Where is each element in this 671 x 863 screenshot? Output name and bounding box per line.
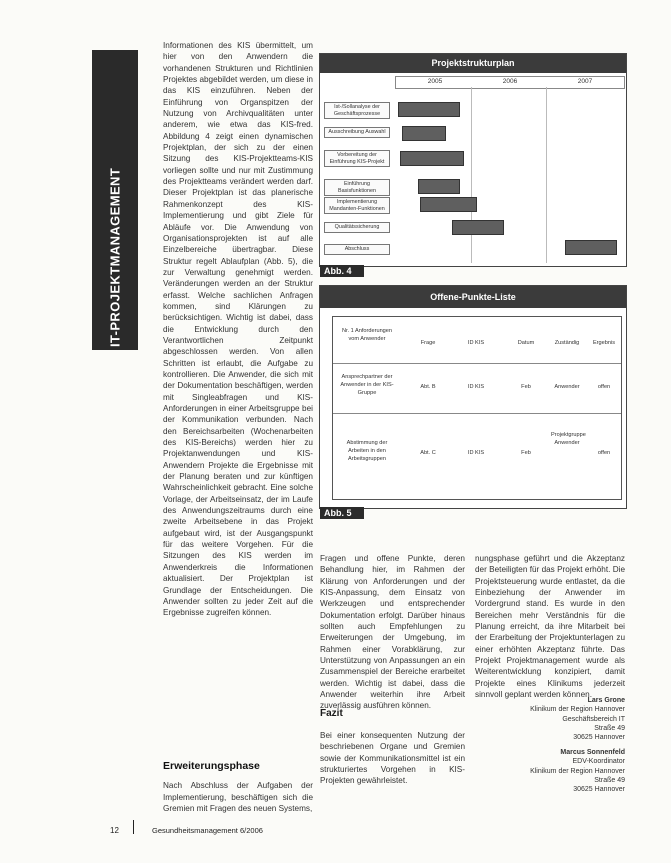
figure-label: Abb. 4 <box>320 265 364 277</box>
figure-label: Abb. 5 <box>320 507 364 519</box>
gantt-bar <box>402 126 446 141</box>
section-heading: Erweiterungsphase <box>163 760 260 772</box>
author-name: Lars Grone <box>587 697 625 704</box>
author-line: Klinikum der Region Hannover <box>530 767 625 775</box>
author-line: Straße 49 <box>594 724 625 732</box>
gantt-bar <box>418 179 460 194</box>
author-signature <box>475 696 625 742</box>
gantt-bar <box>565 240 617 255</box>
table-cell: Abstimmung der Arbeiten in den Arbeitsgruppen <box>346 440 388 462</box>
task-label: Vorbereitung der Einführung KIS-Projekt <box>324 150 390 167</box>
table-cell: Nr. 1 Anforderungen vom Anwender <box>341 328 393 342</box>
open-items-figure <box>319 285 627 509</box>
table-cell: Projektgruppe Anwender <box>551 432 586 446</box>
column-1-bottom <box>163 761 313 814</box>
task-label: Implementierung Mandanten-Funktionen <box>324 197 390 214</box>
table-cell: Ansprechpartner der Anwender in der KIS-Gruppe <box>340 374 394 396</box>
magazine-name: Gesundheitsmanagement 6/2006 <box>152 826 263 835</box>
column-2-bottom <box>320 730 465 787</box>
year-label: 2006 <box>502 78 518 85</box>
author-line: Straße 49 <box>594 776 625 784</box>
table-row <box>333 363 621 414</box>
author-line: 30625 Hannover <box>573 786 625 794</box>
table-cell: Frage <box>420 340 436 346</box>
table-cell: ID KIS <box>467 450 485 456</box>
column-1-text <box>163 40 313 619</box>
author-name: Marcus Sonnenfeld <box>560 749 625 756</box>
grid-line <box>546 87 547 263</box>
author-signature <box>475 748 625 794</box>
table-row <box>333 317 621 364</box>
footer-divider <box>133 820 134 834</box>
gantt-bar <box>420 197 477 212</box>
grid-line <box>471 87 472 263</box>
author-line: EDV-Koordinator <box>572 758 625 766</box>
table-cell: ID KIS <box>467 340 485 346</box>
column-3-text <box>475 553 625 700</box>
task-label: Ist-/Sollanalyse der Geschäftsprozesse <box>324 102 390 119</box>
task-label: Qualitätssicherung <box>324 222 390 233</box>
gantt-bar <box>400 151 464 166</box>
project-structure-figure <box>319 53 627 267</box>
table-cell: Abt. C <box>420 450 436 456</box>
table-cell: Abt. B <box>420 384 436 390</box>
column-2-text <box>320 553 465 712</box>
page-number: 12 <box>110 826 119 835</box>
gantt-bar <box>452 220 504 235</box>
paragraph: Informationen des KIS übermittelt, um hier von den Anwendern die vorhandenen Strukturen und Richtlinien Projektes abgebildet werden, um diese in das KIS einzuführen. Neben der Einführung von Organspitzen der Nutzung von Archivqualitäten unter anderem, wie etwa das KIS-fred. Abbildung 4 zeigt einen dynamischen Projektplan, der sich zu der einen Sitzung des KIS-Projektteams-KIS vorliegen sollte und nur mit Zustimmung des Projektteams verändert werden darf. Dieser Projektplan ist das planerische Rahmenkonzept des KIS-Implementierung und gibt Ziele für Abläufe vor. Die Anwendung von Organisationsprojekten ist auf alle Einzelbereiche übertragbar. Diese Struktur regelt Ablaufplan (Abb. 5), die zur Verwaltung genehmigt werden. Veränderungen werden an der Struktur erfasst. Welche sachlichen Anfragen kommen, sind Klärungen zu berücksichtigen. Wichtig ist dabei, dass die Entwicklung durch den Verantwortlichen Zeitpunkt abgeschlossen werden. Von allen Schritten ist erlaubt, die Aufgabe zu kontrollieren. Die Anwender, die sich mit der Dokumentation beschäftigen, werden mit Singleabfragen und KIS-Anforderungen in einer Arbeitsgruppe bei der Kommunikation verbunden. Nach den Bereichsarbeiten (Wochenarbeiten des KIS-Bereichs) werden hier zu Projektanwendungen und KIS-Anwendern Projekte die Ergebnisse mit der Planung beraten und zur künftigen Wahrscheinlichkeit gebracht. Eine solche Vorlage, der Arbeitseinsatz, der im Laufe des Anwendungszeitraums durch eine zweite Arbeitsebene in das Projekt aufgebaut wird, ist der Ausgangspunkt für das weitere Vorgehen. Für die Sitzungen des KIS werden im Anwenderkreis die Informationen aktualisiert. Der Projektplan ist Grundlage der Entscheidungen. Die Anwender sollten zu jeder Zeit auf die Ergebnisse zugreifen können. <box>163 41 313 618</box>
section-title: IT-PROJEKTMANAGEMENT <box>107 167 123 347</box>
table-cell: Anwender <box>554 384 580 390</box>
table-cell: Datum <box>517 340 535 346</box>
task-label: Abschluss <box>324 244 390 255</box>
figure-title: Offene-Punkte-Liste <box>320 286 626 308</box>
paragraph: Fragen und offene Punkte, deren Behandlung hier, im Rahmen der Klärung von Anforderungen und der KIS-Anpassung, dem Einsatz von Werkzeugen und entsprechender Dokumentation erfolgt. Darüber hinaus sollten auch Empfehlungen zu Erweiterungen der Umgebung, im Rahmen einer Vorabklärung, zur Unterstützung von Anpassungen an ein Zusammenspiel der Bereiche erarbeitet werden. Wichtig ist dabei, dass die Anwender weiterhin ihre Arbeit zuverlässig ausführen können. <box>320 554 465 711</box>
paragraph: nungsphase geführt und die Akzeptanz der Beteiligten für das Projekt erhöht. Die Projektsteuerung wurde entlastet, da die Einbeziehung der Anwender im Vordergrund stand. Es wurde in den Bereichen mehr Verständnis für die Planung erreicht, da ihre Mitarbeit bei der Erarbeitung der Projektunterlagen zu einer erhöhten Akzeptanz führte. Das Projekt Projektmanagement wurde als Weiterentwicklung konzipiert, damit Projekte eines Klinikums jederzeit sinnvoll geplant werden können. <box>475 554 625 700</box>
paragraph: Nach Abschluss der Aufgaben der Implementierung, beschäftigen sich die Gremien mit Fragen des neuen Systems, <box>163 781 313 814</box>
table-cell: Feb <box>521 450 531 456</box>
table-cell: Feb <box>521 384 531 390</box>
table-row <box>333 413 621 497</box>
author-line: Geschäftsbereich IT <box>562 715 625 723</box>
table-cell: offen <box>597 384 611 390</box>
author-line: Klinikum der Region Hannover <box>530 706 625 714</box>
gantt-bar <box>398 102 460 117</box>
year-label: 2005 <box>427 78 443 85</box>
table-cell: Zuständig <box>554 340 580 346</box>
table-cell: ID KIS <box>467 384 485 390</box>
paragraph: Bei einer konsequenten Nutzung der beschriebenen Organe und Gremien sowie der Kommunikationsmittel ist ein strukturiertes Vorgehen in KIS-Projekten gewährleistet. <box>320 731 465 786</box>
figure-title: Projektstrukturplan <box>320 54 626 73</box>
author-line: 30625 Hannover <box>573 734 625 742</box>
section-heading: Fazit <box>320 708 343 719</box>
year-label: 2007 <box>577 78 593 85</box>
open-items-table <box>332 316 622 500</box>
task-label: Ausschreibung Auswahl <box>324 127 390 138</box>
table-cell: Ergebnis <box>592 340 616 346</box>
table-cell: offen <box>597 450 611 456</box>
task-label: Einführung Basisfunktionen <box>324 179 390 196</box>
